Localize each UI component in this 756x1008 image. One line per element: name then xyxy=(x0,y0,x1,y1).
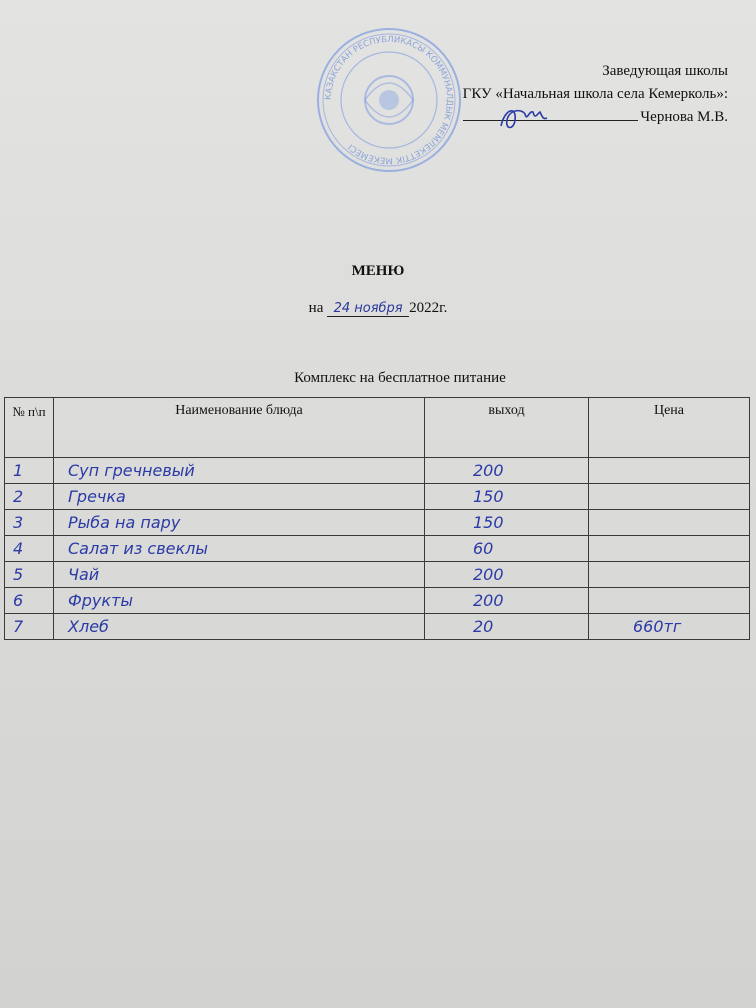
date-prefix: на xyxy=(308,300,328,316)
header-num: № п\п xyxy=(5,398,54,458)
row-output: 200 xyxy=(473,460,504,480)
row-name: Чай xyxy=(68,564,100,584)
row-name: Суп гречневый xyxy=(68,460,195,480)
row-price xyxy=(589,591,633,610)
row-num: 6 xyxy=(13,590,24,610)
row-num: 7 xyxy=(13,616,24,636)
approval-org: ГКУ «Начальная школа села Кемерколь»: xyxy=(462,86,728,102)
menu-table xyxy=(4,397,750,640)
document-title: МЕНЮ xyxy=(351,263,405,279)
handwritten-date: 24 ноября xyxy=(327,302,409,317)
table-header-row xyxy=(5,398,750,458)
row-name: Фрукты xyxy=(68,590,134,610)
table-row xyxy=(5,536,750,562)
row-output: 200 xyxy=(473,590,504,610)
approval-role: Заведующая школы xyxy=(602,63,728,79)
row-num: 2 xyxy=(13,486,24,506)
table-row xyxy=(5,458,750,484)
row-num: 5 xyxy=(13,564,24,584)
row-output: 20 xyxy=(473,616,494,636)
stamp-text: КАЗАКСТАН РЕСПУБЛИКАСЫ КОММУНАЛДЫК МЕМЛЕКЕТТІК МЕКЕМЕСІ xyxy=(323,34,455,166)
document-subtitle: Комплекс на бесплатное питание xyxy=(294,370,506,386)
date-suffix: 2022г. xyxy=(409,300,448,316)
handwritten-signature xyxy=(495,100,555,135)
header-output: выход xyxy=(425,398,589,458)
row-output: 60 xyxy=(473,538,494,558)
date-line xyxy=(0,300,756,317)
table-row xyxy=(5,562,750,588)
table-row xyxy=(5,614,750,640)
header-price: Цена xyxy=(589,398,750,458)
header-name: Наименование блюда xyxy=(54,398,425,458)
row-num: 1 xyxy=(13,460,24,480)
row-name: Салат из свеклы xyxy=(68,538,208,558)
row-output: 150 xyxy=(473,486,504,506)
table-row xyxy=(5,510,750,536)
row-price xyxy=(589,513,633,532)
table-row xyxy=(5,588,750,614)
row-name: Гречка xyxy=(68,486,126,506)
row-price xyxy=(589,487,633,506)
approval-name: Чернова М.В. xyxy=(640,109,728,125)
row-name: Рыба на пару xyxy=(68,512,181,532)
row-output: 150 xyxy=(473,512,504,532)
row-output: 200 xyxy=(473,564,504,584)
row-num: 4 xyxy=(13,538,24,558)
row-price xyxy=(589,565,633,584)
table-row xyxy=(5,484,750,510)
row-num: 3 xyxy=(13,512,24,532)
row-price: 660тг xyxy=(633,616,682,636)
row-price xyxy=(589,461,633,480)
row-price xyxy=(589,539,633,558)
row-name: Хлеб xyxy=(68,616,109,636)
